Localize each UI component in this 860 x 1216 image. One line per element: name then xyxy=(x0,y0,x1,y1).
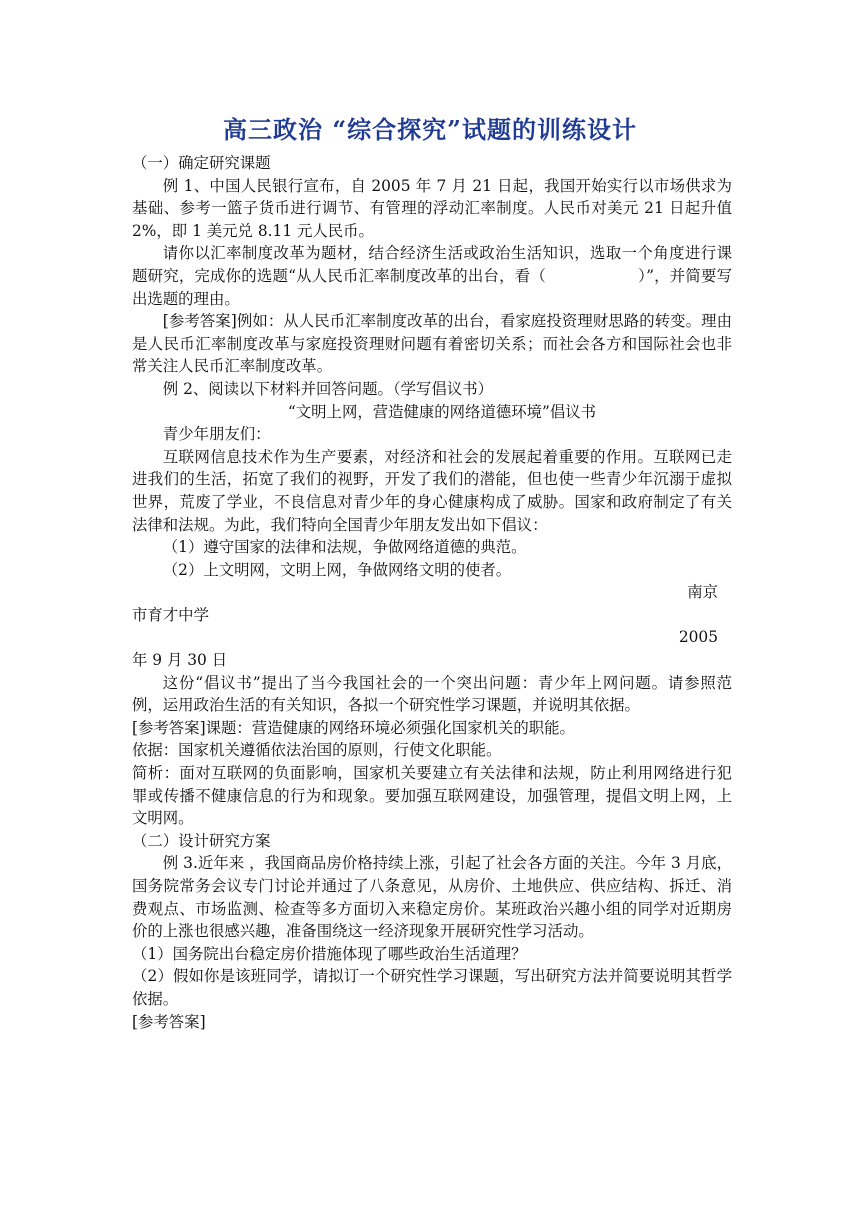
example-2-question: 这份“倡议书”提出了当今我国社会的一个突出问题：青少年上网问题。请参照范例，运用政治生活的有关知识，各拟一个研究性学习课题，并说明其依据。 xyxy=(132,673,732,715)
example-1-question xyxy=(132,242,732,310)
proposal-body: 互联网信息技术作为生产要素，对经济和社会的发展起着重要的作用。互联网已走进我们的生活，拓宽了我们的视野，开发了我们的潜能，但也使一些青少年沉溺于虚拟世界，荒废了学业，不良信息对青少年的身心健康构成了威胁。国家和政府制定了有关法律和法规。为此，我们特向全国青少年朋友发出如下倡议： xyxy=(132,447,732,534)
example-1-question-part-a: 请你以汇率制度改革为题材，结合经济生活或政治生活知识，选取一个角度进行课题研究，完成你的选题“从人民币汇率制度改革的出台，看（ xyxy=(132,244,732,285)
example-2-intro: 例 2、阅读以下材料并回答问题。（学写倡议书） xyxy=(162,379,493,398)
example-2-answer: [参考答案]课题：营造健康的网络环境必须强化国家机关的职能。 xyxy=(132,718,575,737)
signature-school-line-1: 南京 xyxy=(687,583,718,602)
document-title: 高三政治 “综合探究”试题的训练设计 xyxy=(223,115,637,144)
section-heading-1: （一）确定研究课题 xyxy=(132,154,271,172)
signature-date-line-2: 年 9 月 30 日 xyxy=(132,651,228,670)
example-3-question-2: （2）假如你是该班同学，请拟订一个研究性学习课题，写出研究方法并简要说明其哲学依据。 xyxy=(132,967,732,1008)
proposal-item-1: （1）遵守国家的法律和法规，争做网络道德的典范。 xyxy=(162,538,527,557)
example-1-paragraph: 例 1、中国人民银行宣布，自 2005 年 7 月 21 日起，我国开始实行以市场供求为基础、参考一篮子货币进行调节、有管理的浮动汇率制度。人民币对美元 21 日起升值 2%，即 1 美元兑 8.11 元人民币。 xyxy=(132,176,732,240)
signature-date-line-1: 2005 xyxy=(678,628,718,647)
example-2-analysis: 简析：面对互联网的负面影响，国家机关要建立有关法律和法规，防止利用网络进行犯罪或传播不健康信息的行为和现象。要加强互联网建设，加强管理，提倡文明上网，上文明网。 xyxy=(132,764,732,828)
proposal-title: “文明上网，营造健康的网络道德环境”倡议书 xyxy=(287,402,597,421)
proposal-item-2: （2）上文明网，文明上网，争做网络文明的使者。 xyxy=(162,560,512,579)
example-3-paragraph: 例 3.近年来 ，我国商品房价格持续上涨，引起了社会各方面的关注。今年 3 月底，国务院常务会议专门讨论并通过了八条意见，从房价、土地供应、供应结构、拆迁、消费观点、市场监测、检查等多方面切入来稳定房价。某班政治兴趣小组的同学对近期房价的上涨也很感兴趣，准备围绕这一经济现象开展研究性学习活动。 xyxy=(132,854,732,941)
section-heading-2: （二）设计研究方案 xyxy=(132,831,271,850)
example-1-question-part-b: ）”，并简要写出选题的理由。 xyxy=(132,266,732,308)
document-body xyxy=(132,152,732,1033)
signature-school-line-2: 市育才中学 xyxy=(132,605,209,624)
example-3-question-1: （1）国务院出台稳定房价措施体现了哪些政治生活道理？ xyxy=(132,944,527,963)
proposal-greeting: 青少年朋友们： xyxy=(162,425,271,444)
example-2-basis: 依据：国家机关遵循依法治国的原则，行使文化职能。 xyxy=(132,741,502,760)
example-1-answer: [参考答案]例如：从人民币汇率制度改革的出台，看家庭投资理财思路的转变。理由是人民币汇率制度改革与家庭投资理财问题有着密切关系；而社会各方和国际社会也非常关注人民币汇率制度改革。 xyxy=(132,312,732,376)
example-3-answer: [参考答案] xyxy=(132,1012,206,1031)
